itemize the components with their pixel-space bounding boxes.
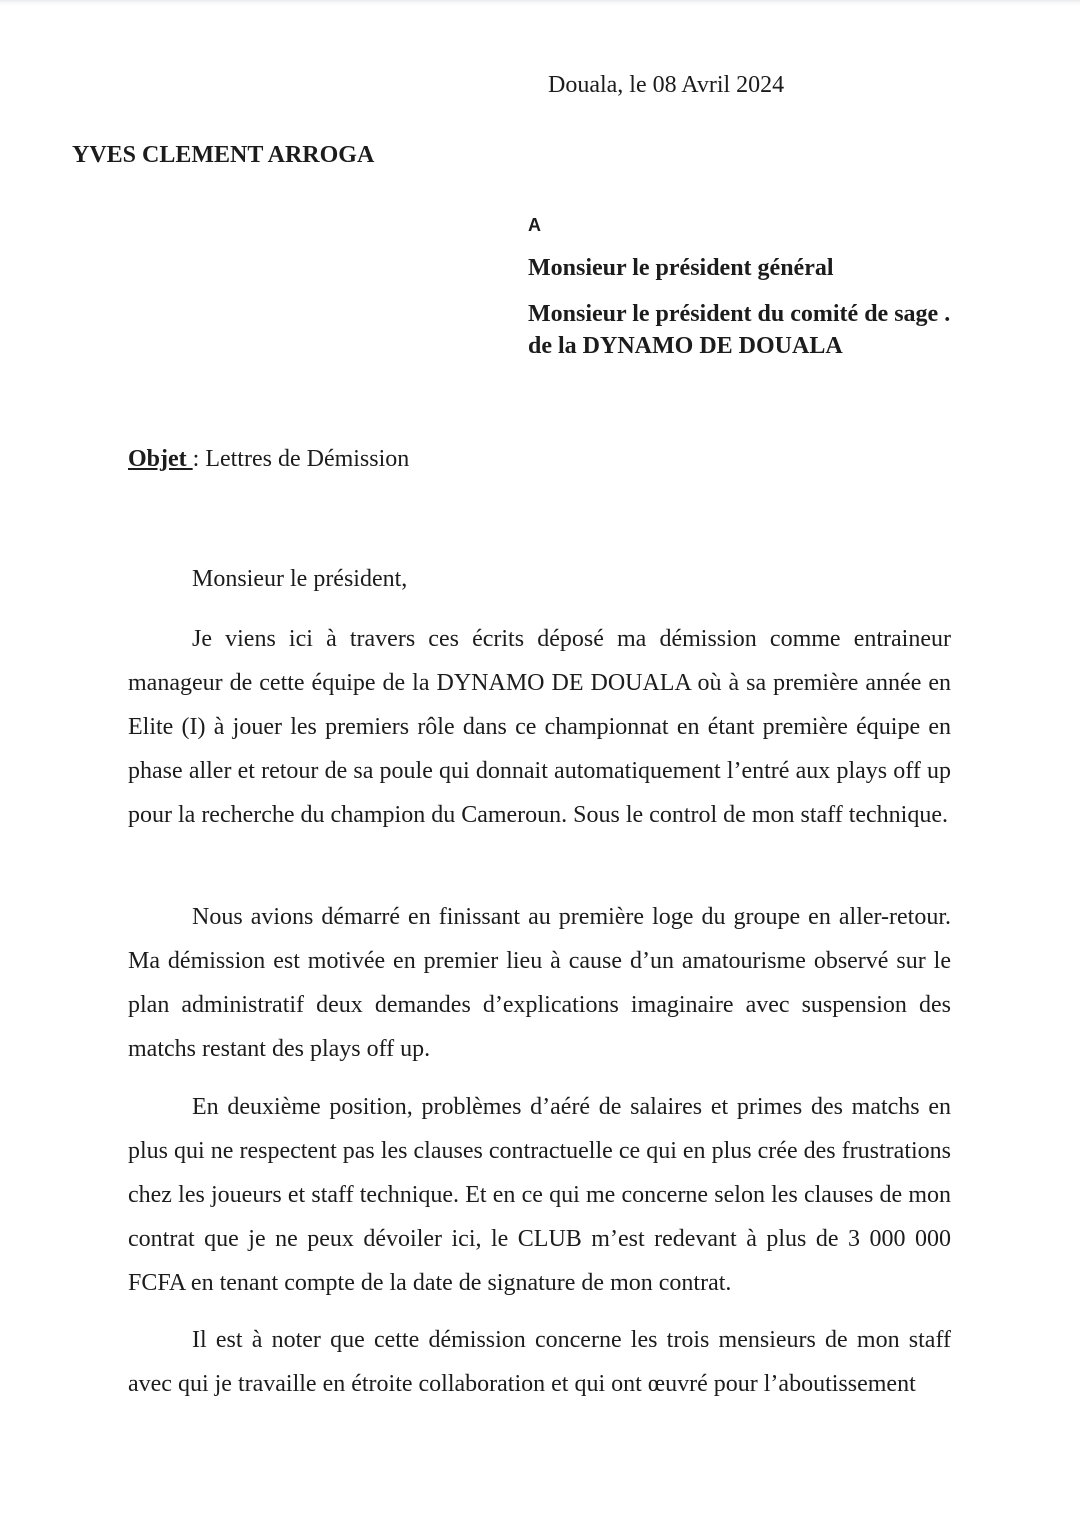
- paragraph-text: En deuxième position, problèmes d’aéré de salaires et primes des matchs en plus qui ne respectent pas les clauses contractuelle ce qui en plus crée des frustrations chez les joueurs et staff technique. Et en ce qui me concerne selon les clauses de mon contrat que je ne peux dévoiler ici, le CLUB m’est redevant à plus de 3 000 000 FCFA en tenant compte de la date de signature de mon contrat.: [128, 1094, 951, 1296]
- date-line: Douala, le 08 Avril 2024: [548, 72, 785, 98]
- recipient-prefix: A: [528, 215, 541, 235]
- body-paragraph: [128, 1085, 951, 1305]
- body-paragraph: [128, 617, 951, 837]
- sender-name: YVES CLEMENT ARROGA: [72, 142, 375, 168]
- subject-line: [128, 446, 409, 473]
- subject-text: : Lettres de Démission: [192, 446, 410, 472]
- greeting: Monsieur le président,: [192, 566, 408, 592]
- body-paragraph: [128, 895, 951, 1071]
- paragraph-text: Nous avions démarré en finissant au première loge du groupe en aller-retour. Ma démission est motivée en premier lieu à cause d’un amatourisme observé sur le plan administratif deux demandes d’explications imaginaire avec suspension des matchs restant des plays off up.: [128, 904, 951, 1062]
- recipient-line: Monsieur le président du comité de sage .: [528, 301, 951, 327]
- body-paragraph: [128, 1318, 951, 1406]
- paragraph-text: Il est à noter que cette démission concerne les trois mensieurs de mon staff avec qui je travaille en étroite collaboration et qui ont œuvré pour l’aboutissement: [128, 1327, 951, 1397]
- paragraph-text: Je viens ici à travers ces écrits déposé ma démission comme entraineur manageur de cette équipe de la DYNAMO DE DOUALA où à sa première année en Elite (I) à jouer les premiers rôle dans ce championnat en étant première équipe en phase aller et retour de sa poule qui donnait automatiquement l’entré aux plays off up pour la recherche du champion du Cameroun. Sous le control de mon staff technique.: [128, 626, 951, 828]
- recipient-line: Monsieur le président général: [528, 255, 834, 281]
- recipient-line: de la DYNAMO DE DOUALA: [528, 333, 843, 359]
- subject-label: Objet: [128, 446, 193, 472]
